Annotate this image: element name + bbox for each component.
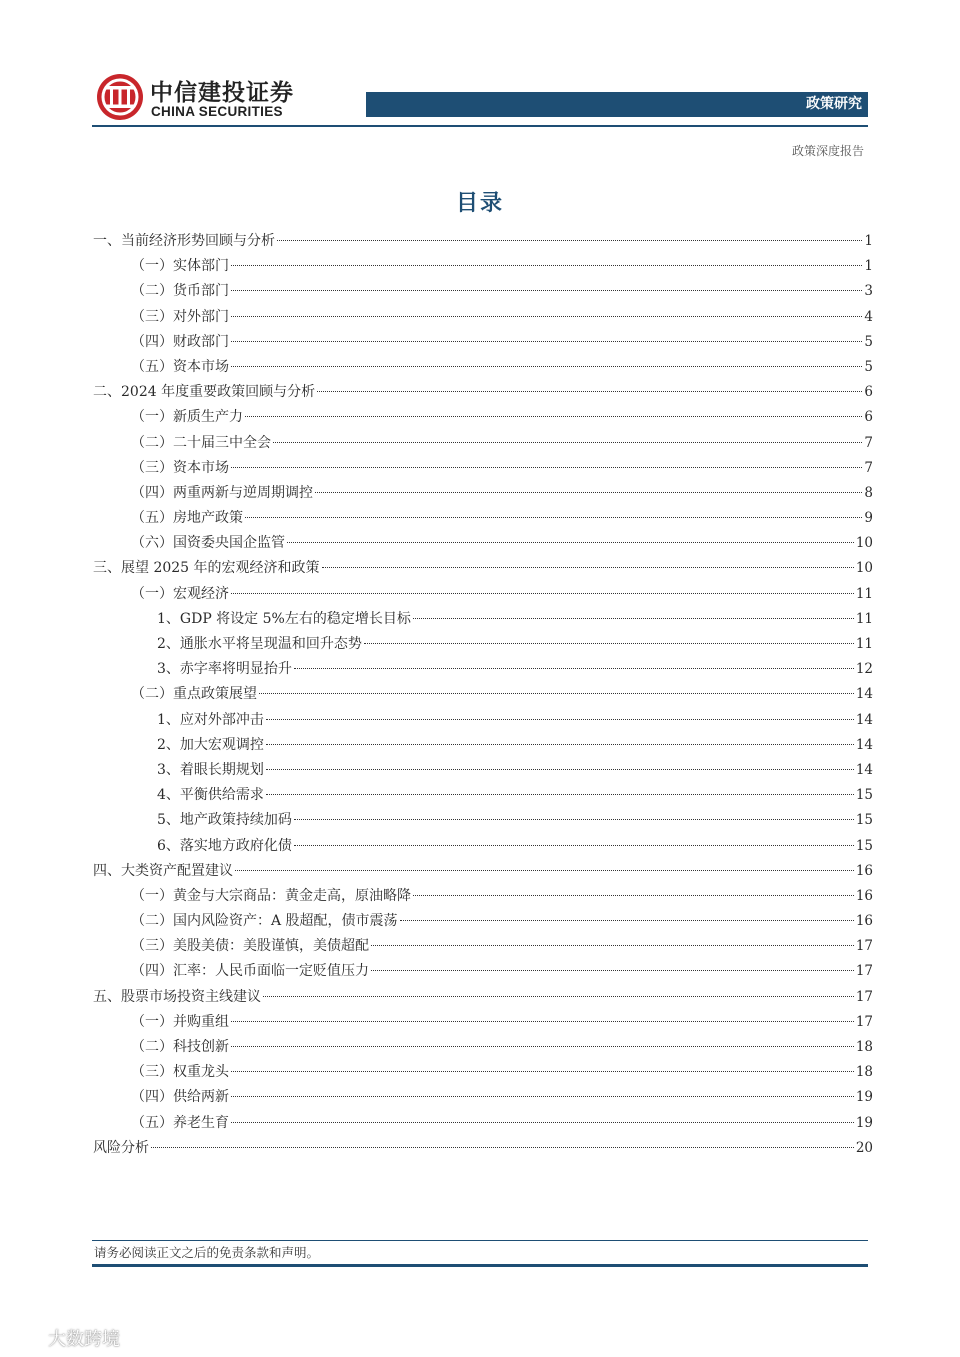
toc-entry-page: 11: [855, 636, 873, 652]
toc-entry-page: 1: [864, 233, 873, 249]
toc-entry-page: 7: [864, 434, 873, 451]
toc-entry[interactable]: [93, 834, 873, 859]
toc-dot-leader: [266, 718, 854, 720]
toc-dot-leader: [231, 289, 862, 291]
toc-entry[interactable]: [93, 934, 873, 959]
toc-entry-title: （五）养老生育: [131, 1114, 229, 1131]
toc-entry[interactable]: [93, 959, 873, 984]
header-divider: [92, 125, 868, 127]
toc-dot-leader: [266, 743, 854, 745]
toc-entry-page: 18: [855, 1064, 873, 1081]
toc-entry-page: 11: [855, 585, 873, 602]
toc-entry-page: 16: [855, 862, 873, 879]
toc-dot-leader: [245, 516, 862, 518]
toc-entry-page: 12: [855, 661, 873, 678]
toc-entry[interactable]: [93, 279, 873, 304]
toc-dot-leader: [259, 692, 854, 694]
toc-entry-page: 11: [855, 610, 873, 627]
company-logo: [95, 72, 310, 127]
toc-dot-leader: [231, 592, 854, 594]
table-of-contents: [93, 229, 873, 1161]
toc-entry-page: 1: [864, 258, 873, 275]
toc-entry[interactable]: [93, 733, 873, 758]
toc-entry-title: （一）并购重组: [131, 1013, 229, 1030]
toc-dot-leader: [266, 793, 854, 795]
toc-dot-leader: [273, 441, 862, 443]
toc-dot-leader: [315, 491, 862, 493]
toc-entry[interactable]: [93, 808, 873, 833]
toc-entry[interactable]: [93, 229, 873, 254]
footer-disclaimer: 请务必阅读正文之后的免责条款和声明。: [94, 1245, 320, 1260]
toc-entry-title: 6、落实地方政府化债: [157, 837, 292, 854]
toc-entry-title: （三）权重龙头: [131, 1064, 229, 1081]
toc-entry[interactable]: [93, 481, 873, 506]
section-label: 政策研究: [806, 96, 862, 112]
toc-entry[interactable]: [93, 1085, 873, 1110]
toc-dot-leader: [231, 466, 862, 468]
toc-entry[interactable]: [93, 758, 873, 783]
toc-entry[interactable]: [93, 556, 873, 581]
toc-entry-page: 14: [855, 711, 873, 728]
toc-entry-title: 5、地产政策持续加码: [157, 812, 292, 829]
toc-entry[interactable]: [93, 431, 873, 456]
watermark-logo-icon: [6, 1326, 44, 1350]
toc-entry-page: 20: [855, 1139, 873, 1156]
toc-dot-leader: [263, 995, 854, 997]
toc-entry[interactable]: [93, 531, 873, 556]
toc-dot-leader: [294, 667, 854, 669]
toc-dot-leader: [245, 415, 862, 417]
toc-entry-page: 19: [855, 1089, 873, 1106]
header-bar: [366, 92, 868, 117]
toc-dot-leader: [287, 541, 854, 543]
toc-dot-leader: [231, 1121, 854, 1123]
toc-entry-page: 5: [864, 358, 873, 375]
toc-entry[interactable]: [93, 1136, 873, 1161]
toc-entry-title: （五）房地产政策: [131, 510, 243, 527]
toc-entry[interactable]: [93, 985, 873, 1010]
toc-dot-leader: [231, 1095, 854, 1097]
toc-entry-page: 3: [864, 283, 873, 300]
toc-entry[interactable]: [93, 582, 873, 607]
report-type-label: 政策深度报告: [791, 144, 864, 158]
footer-divider-bottom: [92, 1264, 868, 1267]
toc-dot-leader: [231, 1070, 854, 1072]
toc-entry-title: 2、加大宏观调控: [157, 736, 264, 753]
toc-entry[interactable]: [93, 254, 873, 279]
company-name-en: CHINA SECURITIES: [151, 104, 283, 119]
toc-entry-page: 14: [855, 686, 873, 703]
toc-entry[interactable]: [93, 1111, 873, 1136]
toc-dot-leader: [371, 969, 854, 971]
toc-entry-title: （四）财政部门: [131, 333, 229, 350]
toc-dot-leader: [413, 617, 854, 619]
toc-entry-title: （三）资本市场: [131, 459, 229, 476]
toc-entry[interactable]: [93, 783, 873, 808]
toc-dot-leader: [151, 1146, 854, 1148]
toc-entry-page: 16: [855, 887, 873, 904]
toc-entry-page: 15: [855, 787, 873, 804]
toc-entry-page: 5: [864, 333, 873, 350]
toc-entry-page: 6: [864, 384, 873, 401]
toc-entry-page: 17: [855, 1013, 873, 1030]
toc-entry-title: （四）两重两新与逆周期调控: [131, 484, 313, 501]
toc-entry[interactable]: [93, 657, 873, 682]
toc-entry-page: 14: [855, 736, 873, 753]
toc-entry-title: 4、平衡供给需求: [157, 787, 264, 804]
footer-divider-top: [92, 1240, 868, 1241]
toc-entry-title: （一）新质生产力: [131, 409, 243, 426]
watermark-text: 大数跨境: [48, 1329, 120, 1350]
toc-entry-title: （六）国资委央国企监管: [131, 535, 285, 552]
toc-entry-page: 6: [864, 409, 873, 426]
toc-entry-title: 1、GDP 将设定 5%左右的稳定增长目标: [157, 610, 411, 627]
toc-entry[interactable]: [93, 1035, 873, 1060]
toc-dot-leader: [413, 894, 854, 896]
toc-entry[interactable]: [93, 884, 873, 909]
toc-entry-title: 五、股票市场投资主线建议: [93, 988, 261, 1005]
toc-entry[interactable]: [93, 506, 873, 531]
toc-entry[interactable]: [93, 607, 873, 632]
toc-dot-leader: [231, 264, 862, 266]
toc-entry-title: 一、当前经济形势回顾与分析: [93, 233, 275, 249]
toc-entry-title: （一）宏观经济: [131, 585, 229, 602]
toc-entry[interactable]: [93, 456, 873, 481]
toc-dot-leader: [294, 818, 854, 820]
toc-dot-leader: [231, 340, 862, 342]
china-securities-emblem-icon: [95, 72, 145, 122]
company-name-cn: 中信建投证券: [150, 80, 294, 106]
toc-entry-title: （三）对外部门: [131, 308, 229, 325]
toc-entry-title: 3、赤字率将明显抬升: [157, 661, 292, 678]
toc-entry-title: 四、大类资产配置建议: [93, 862, 233, 879]
toc-dot-leader: [266, 768, 854, 770]
toc-entry-page: 19: [855, 1114, 873, 1131]
toc-entry[interactable]: [93, 305, 873, 330]
toc-entry[interactable]: [93, 1010, 873, 1035]
toc-entry-title: 二、2024 年度重要政策回顾与分析: [93, 384, 316, 401]
toc-entry-page: 10: [855, 535, 873, 552]
toc-dot-leader: [235, 869, 854, 871]
toc-entry-page: 17: [855, 988, 873, 1005]
toc-dot-leader: [231, 1045, 854, 1047]
toc-entry[interactable]: [93, 682, 873, 707]
toc-entry[interactable]: [93, 405, 873, 430]
toc-entry-page: 8: [864, 484, 873, 501]
toc-entry[interactable]: [93, 380, 873, 405]
toc-entry[interactable]: [93, 355, 873, 380]
toc-dot-leader: [231, 315, 862, 317]
toc-entry-title: 风险分析: [93, 1139, 149, 1156]
toc-entry-page: 4: [864, 308, 873, 325]
toc-entry[interactable]: [93, 708, 873, 733]
toc-entry-page: 7: [864, 459, 873, 476]
toc-dot-leader: [364, 642, 854, 644]
toc-entry-title: （五）资本市场: [131, 358, 229, 375]
toc-dot-leader: [400, 919, 854, 921]
toc-entry-title: 三、展望 2025 年的宏观经济和政策: [93, 560, 320, 577]
toc-entry-title: （三）美股美债：美股谨慎，美债超配: [131, 938, 369, 955]
toc-dot-leader: [317, 390, 862, 392]
toc-dot-leader: [231, 365, 862, 367]
toc-entry-title: （四）供给两新: [131, 1089, 229, 1106]
toc-entry-title: （二）国内风险资产：A 股超配，债市震荡: [131, 913, 398, 930]
toc-dot-leader: [294, 844, 854, 846]
toc-title: 目录: [455, 191, 504, 216]
toc-entry-title: 1、应对外部冲击: [157, 711, 264, 728]
toc-entry-title: （二）二十届三中全会: [131, 434, 271, 451]
toc-entry-page: 9: [864, 510, 873, 527]
toc-dot-leader: [231, 1020, 854, 1022]
toc-entry-page: 16: [855, 913, 873, 930]
toc-entry-page: 10: [855, 560, 873, 577]
toc-entry-page: 17: [855, 938, 873, 955]
toc-entry[interactable]: [93, 330, 873, 355]
toc-dot-leader: [322, 566, 854, 568]
toc-entry[interactable]: [93, 632, 873, 657]
toc-dot-leader: [277, 239, 862, 241]
toc-entry-title: （一）实体部门: [131, 258, 229, 275]
toc-entry[interactable]: [93, 909, 873, 934]
toc-entry-title: 2、通胀水平将呈现温和回升态势: [157, 636, 362, 652]
toc-entry-page: 17: [855, 963, 873, 980]
toc-entry-page: 18: [855, 1039, 873, 1055]
toc-entry[interactable]: [93, 1060, 873, 1085]
toc-dot-leader: [371, 944, 854, 946]
toc-entry[interactable]: [93, 859, 873, 884]
toc-entry-page: 15: [855, 812, 873, 829]
toc-entry-title: 3、着眼长期规划: [157, 761, 264, 778]
toc-entry-page: 14: [855, 761, 873, 778]
toc-entry-title: （四）汇率：人民币面临一定贬值压力: [131, 963, 369, 980]
toc-entry-title: （一）黄金与大宗商品：黄金走高，原油略降: [131, 887, 411, 904]
toc-entry-title: （二）科技创新: [131, 1039, 229, 1055]
toc-entry-title: （二）货币部门: [131, 283, 229, 300]
toc-entry-page: 15: [855, 837, 873, 854]
toc-entry-title: （二）重点政策展望: [131, 686, 257, 703]
